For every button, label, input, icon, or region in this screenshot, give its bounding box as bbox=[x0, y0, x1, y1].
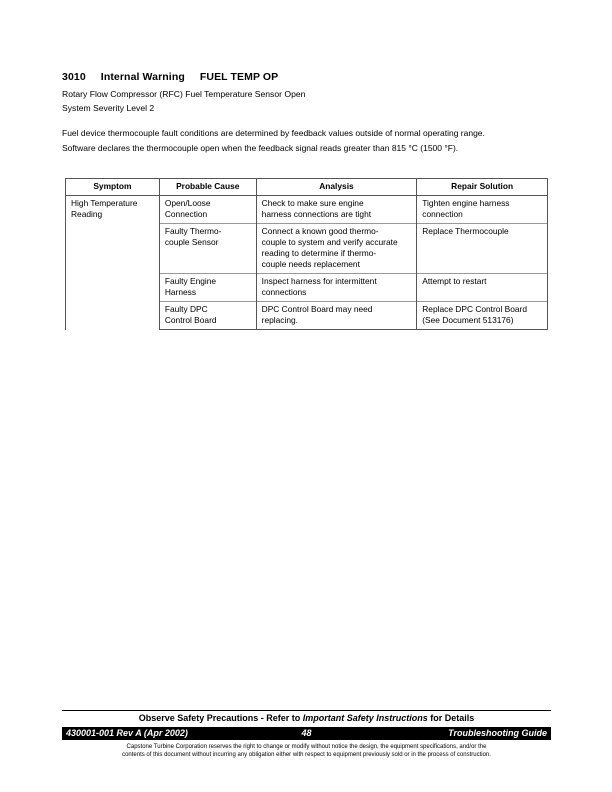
cause-cell: Faulty Engine Harness bbox=[159, 274, 256, 302]
safety-note: Observe Safety Precautions - Refer to Important Safety Instructions for Details bbox=[138, 713, 475, 723]
description-line: Software declares the thermocouple open when the feedback signal reads greater than 815 °C (1500 °F). bbox=[62, 143, 459, 153]
symptom-cell: High Temperature Reading bbox=[66, 196, 160, 330]
analysis-cell: Inspect harness for intermittent connections bbox=[256, 274, 417, 302]
column-header-analysis: Analysis bbox=[256, 179, 417, 196]
solution-cell: Replace DPC Control Board (See Document 513176) bbox=[417, 302, 548, 330]
warning-name: FUEL TEMP OP bbox=[199, 71, 279, 83]
severity-level: System Severity Level 2 bbox=[62, 103, 155, 113]
cause-cell: Open/Loose Connection bbox=[159, 196, 256, 224]
footer-divider bbox=[62, 710, 551, 711]
footer-bar bbox=[62, 727, 551, 740]
column-header-probable-cause: Probable Cause bbox=[159, 179, 256, 196]
table-header-row bbox=[66, 179, 548, 196]
section-heading bbox=[62, 71, 290, 83]
subtitle: Rotary Flow Compressor (RFC) Fuel Temperature Sensor Open bbox=[62, 89, 306, 99]
cause-cell: Faulty Thermo- couple Sensor bbox=[159, 224, 256, 274]
warning-code: 3010 bbox=[62, 71, 86, 83]
analysis-cell: DPC Control Board may need replacing. bbox=[256, 302, 417, 330]
solution-cell: Tighten engine harness connection bbox=[417, 196, 548, 224]
page-number: 48 bbox=[301, 728, 312, 738]
table-row bbox=[66, 196, 548, 224]
warning-type: Internal Warning bbox=[100, 71, 185, 83]
solution-cell: Attempt to restart bbox=[417, 274, 548, 302]
solution-cell: Replace Thermocouple bbox=[417, 224, 548, 274]
analysis-cell: Connect a known good thermo- couple to system and verify accurate reading to determine if thermo- couple needs replacement bbox=[256, 224, 417, 274]
troubleshooting-table bbox=[65, 178, 548, 330]
column-header-symptom: Symptom bbox=[66, 179, 160, 196]
document-id: 430001-001 Rev A (Apr 2002) bbox=[66, 728, 188, 738]
safety-instructions-reference: Important Safety Instructions bbox=[302, 713, 428, 723]
description bbox=[62, 126, 552, 156]
legal-disclaimer: Capstone Turbine Corporation reserves the right to change or modify without notice the design, the equipment specifications, and/or the contents of this document without incurring any obligation either with respect to equipment previously sold or in the process of construction. bbox=[122, 744, 491, 758]
cause-cell: Faulty DPC Control Board bbox=[159, 302, 256, 330]
description-line: Fuel device thermocouple fault conditions are determined by feedback values outside of normal operating range. bbox=[62, 128, 485, 138]
analysis-cell: Check to make sure engine harness connections are tight bbox=[256, 196, 417, 224]
column-header-repair-solution: Repair Solution bbox=[417, 179, 548, 196]
guide-title: Troubleshooting Guide bbox=[448, 728, 547, 738]
